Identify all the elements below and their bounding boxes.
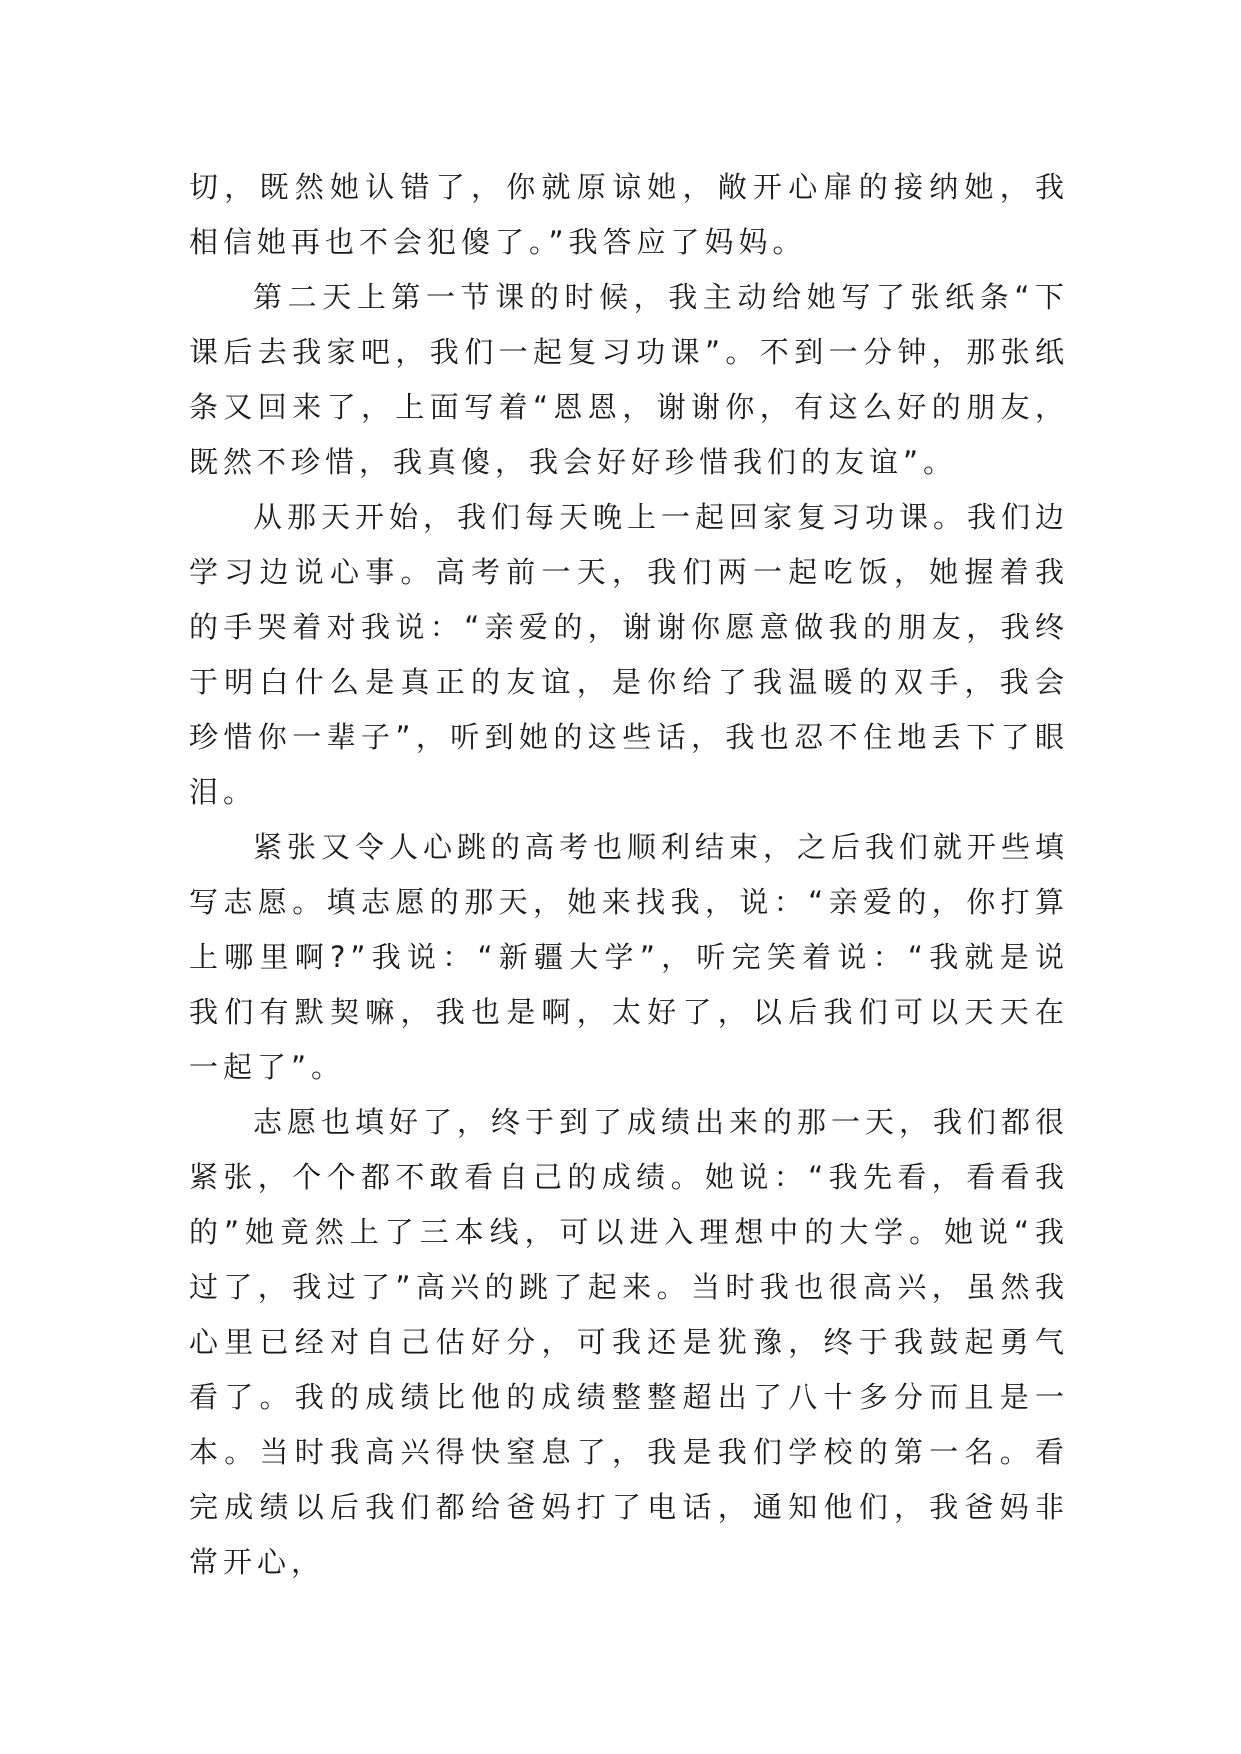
paragraph-3: 从那天开始，我们每天晚上一起回家复习功课。我们边学习边说心事。高考前一天，我们两一起吃饭，她握着我的手哭着对我说：“亲爱的，谢谢你愿意做我的朋友，我终于明白什么是真正的友谊，是你给了我温暖的双手，我会珍惜你一辈子”，听到她的这些话，我也忍不住地丢下了眼泪。 [189,500,1070,809]
paragraph-1: 切，既然她认错了，你就原谅她，敞开心扉的接纳她，我相信她再也不会犯傻了。”我答应了妈妈。 [189,170,1069,259]
paragraph-2: 第二天上第一节课的时候，我主动给她写了张纸条“下课后去我家吧，我们一起复习功课”。不到一分钟，那张纸条又回来了，上面写着“恩恩，谢谢你，有这么好的朋友，既然不珍惜，我真傻，我会好好珍惜我们的友谊”。 [189,280,1069,479]
paragraph-5: 志愿也填好了，终于到了成绩出来的那一天，我们都很紧张，个个都不敢看自己的成绩。她说：“我先看，看看我的”她竟然上了三本线，可以进入理想中的大学。她说“我过了，我过了”高兴的跳了起来。当时我也很高兴，虽然我心里已经对自己估好分，可我还是犹豫，终于我鼓起勇气看了。我的成绩比他的成绩整整超出了八十多分而且是一本。当时我高兴得快窒息了，我是我们学校的第一名。看完成绩以后我们都给爸妈打了电话，通知他们，我爸妈非常开心， [189,1105,1070,1579]
paragraph-4: 紧张又令人心跳的高考也顺利结束，之后我们就开些填写志愿。填志愿的那天，她来找我，说：“亲爱的，你打算上哪里啊?”我说：“新疆大学”，听完笑着说：“我就是说我们有默契嘛，我也是啊，太好了，以后我们可以天天在一起了”。 [189,830,1070,1084]
document-body [189,160,1069,1590]
